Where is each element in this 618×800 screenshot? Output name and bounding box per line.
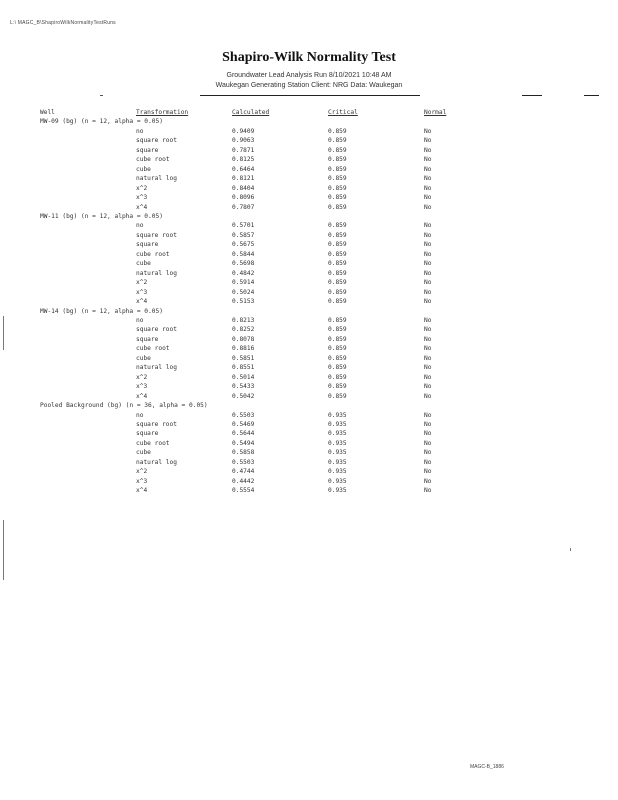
well-cell xyxy=(40,335,136,344)
critical-cell: 0.935 xyxy=(328,487,347,495)
table-row xyxy=(40,136,446,145)
normal-cell: No xyxy=(424,316,432,324)
well-cell xyxy=(40,240,136,249)
transformation-cell: cube xyxy=(136,449,151,457)
transformation-cell: x^2 xyxy=(136,373,148,381)
normal-cell: No xyxy=(424,345,432,353)
header-rule xyxy=(200,95,420,96)
well-cell xyxy=(40,354,136,363)
well-cell xyxy=(40,127,136,136)
normal-cell: No xyxy=(424,231,432,239)
table-row xyxy=(40,363,446,372)
table-row xyxy=(40,240,446,249)
calculated-cell: 0.5675 xyxy=(232,241,255,249)
well-cell xyxy=(40,373,136,382)
header-rule-left xyxy=(100,95,103,96)
header-rule-right-2 xyxy=(584,95,599,96)
calculated-cell: 0.8816 xyxy=(232,345,255,353)
normal-cell: No xyxy=(424,373,432,381)
calculated-cell: 0.4744 xyxy=(232,468,255,476)
transformation-cell: square xyxy=(136,430,159,438)
transformation-cell: x^3 xyxy=(136,477,148,485)
transformation-cell: cube root xyxy=(136,439,170,447)
well-cell xyxy=(40,467,136,476)
table-row xyxy=(40,221,446,230)
calculated-cell: 0.5858 xyxy=(232,449,255,457)
critical-cell: 0.859 xyxy=(328,184,347,192)
normal-cell: No xyxy=(424,241,432,249)
calculated-cell: 0.9409 xyxy=(232,127,255,135)
critical-cell: 0.859 xyxy=(328,269,347,277)
well-cell xyxy=(40,155,136,164)
transformation-cell: cube xyxy=(136,165,151,173)
document-title: Shapiro-Wilk Normality Test xyxy=(222,50,396,65)
calculated-cell: 0.5042 xyxy=(232,392,255,400)
table-row xyxy=(40,354,446,363)
normal-cell: No xyxy=(424,260,432,268)
calculated-cell: 0.8252 xyxy=(232,326,255,334)
well-cell xyxy=(40,392,136,401)
well-cell xyxy=(40,382,136,391)
critical-cell: 0.859 xyxy=(328,156,347,164)
calculated-cell: 0.5433 xyxy=(232,383,255,391)
group-row xyxy=(40,307,446,316)
transformation-cell: square root xyxy=(136,231,177,239)
normal-cell: No xyxy=(424,430,432,438)
transformation-cell: square xyxy=(136,335,159,343)
normal-cell: No xyxy=(424,326,432,334)
table-row xyxy=(40,146,446,155)
transformation-cell: square root xyxy=(136,137,177,145)
group-row xyxy=(40,212,446,221)
critical-cell: 0.935 xyxy=(328,439,347,447)
critical-cell: 0.859 xyxy=(328,335,347,343)
well-cell xyxy=(40,231,136,240)
group-row xyxy=(40,401,446,410)
document-subtitle-site: Waukegan Generating Station Client: NRG Data: Waukegan xyxy=(215,82,403,89)
table-row xyxy=(40,325,446,334)
calculated-cell: 0.5851 xyxy=(232,354,255,362)
transformation-cell: x^4 xyxy=(136,203,148,211)
normal-cell: No xyxy=(424,383,432,391)
table-row xyxy=(40,184,446,193)
critical-cell: 0.935 xyxy=(328,458,347,466)
calculated-cell: 0.5024 xyxy=(232,288,255,296)
well-cell xyxy=(40,165,136,174)
normal-cell: No xyxy=(424,449,432,457)
normal-cell: No xyxy=(424,335,432,343)
document-subtitle-run: Groundwater Lead Analysis Run 8/10/2021 10:48 AM xyxy=(226,72,392,79)
normal-cell: No xyxy=(424,165,432,173)
table-row xyxy=(40,250,446,259)
normal-cell: No xyxy=(424,458,432,466)
header-transformation: Transformation xyxy=(136,109,189,116)
critical-cell: 0.859 xyxy=(328,260,347,268)
well-group-label: MW-14 (bg) (n = 12, alpha = 0.05) xyxy=(40,307,163,315)
normal-cell: No xyxy=(424,288,432,296)
table-row xyxy=(40,231,446,240)
calculated-cell: 0.8551 xyxy=(232,364,255,372)
table-row xyxy=(40,174,446,183)
critical-cell: 0.859 xyxy=(328,345,347,353)
group-row xyxy=(40,117,446,126)
normal-cell: No xyxy=(424,269,432,277)
table-row xyxy=(40,439,446,448)
calculated-cell: 0.8125 xyxy=(232,156,255,164)
normal-cell: No xyxy=(424,279,432,287)
table-row xyxy=(40,203,446,212)
normal-cell: No xyxy=(424,364,432,372)
calculated-cell: 0.7871 xyxy=(232,146,255,154)
well-cell xyxy=(40,363,136,372)
well-group-label: MW-09 (bg) (n = 12, alpha = 0.05) xyxy=(40,118,163,126)
normal-cell: No xyxy=(424,203,432,211)
normal-cell: No xyxy=(424,439,432,447)
critical-cell: 0.859 xyxy=(328,231,347,239)
table-row xyxy=(40,458,446,467)
transformation-cell: x^3 xyxy=(136,383,148,391)
header-rule-right-1 xyxy=(522,95,542,96)
table-row xyxy=(40,477,446,486)
critical-cell: 0.859 xyxy=(328,298,347,306)
well-cell xyxy=(40,193,136,202)
calculated-cell: 0.7807 xyxy=(232,203,255,211)
document-header-path: L:\ MAGC_B\ShapiroWilkNormalityTestRuns xyxy=(10,20,116,26)
calculated-cell: 0.9063 xyxy=(232,137,255,145)
transformation-cell: square xyxy=(136,241,159,249)
normal-cell: No xyxy=(424,156,432,164)
transformation-cell: natural log xyxy=(136,269,177,277)
critical-cell: 0.935 xyxy=(328,420,347,428)
well-cell xyxy=(40,325,136,334)
table-row xyxy=(40,429,446,438)
normality-results-table xyxy=(40,108,446,496)
normal-cell: No xyxy=(424,487,432,495)
critical-cell: 0.859 xyxy=(328,137,347,145)
well-cell xyxy=(40,250,136,259)
transformation-cell: natural log xyxy=(136,175,177,183)
well-cell xyxy=(40,316,136,325)
table-row xyxy=(40,448,446,457)
table-row xyxy=(40,127,446,136)
well-cell xyxy=(40,136,136,145)
table-body xyxy=(40,117,446,495)
calculated-cell: 0.4442 xyxy=(232,477,255,485)
normal-cell: No xyxy=(424,184,432,192)
calculated-cell: 0.8404 xyxy=(232,184,255,192)
normal-cell: No xyxy=(424,146,432,154)
critical-cell: 0.859 xyxy=(328,326,347,334)
header-critical: Critical xyxy=(328,109,358,116)
well-cell xyxy=(40,203,136,212)
table-row xyxy=(40,467,446,476)
table-row xyxy=(40,344,446,353)
transformation-cell: square root xyxy=(136,420,177,428)
normal-cell: No xyxy=(424,250,432,258)
calculated-cell: 0.5914 xyxy=(232,279,255,287)
transformation-cell: x^2 xyxy=(136,468,148,476)
critical-cell: 0.935 xyxy=(328,449,347,457)
well-cell xyxy=(40,439,136,448)
critical-cell: 0.935 xyxy=(328,477,347,485)
critical-cell: 0.859 xyxy=(328,392,347,400)
calculated-cell: 0.8078 xyxy=(232,335,255,343)
table-row xyxy=(40,411,446,420)
transformation-cell: no xyxy=(136,316,144,324)
well-cell xyxy=(40,458,136,467)
table-row xyxy=(40,373,446,382)
critical-cell: 0.859 xyxy=(328,383,347,391)
transformation-cell: square xyxy=(136,146,159,154)
well-cell xyxy=(40,477,136,486)
transformation-cell: no xyxy=(136,411,144,419)
table-row xyxy=(40,269,446,278)
transformation-cell: x^2 xyxy=(136,279,148,287)
critical-cell: 0.859 xyxy=(328,373,347,381)
calculated-cell: 0.5554 xyxy=(232,487,255,495)
transformation-cell: no xyxy=(136,222,144,230)
table-row xyxy=(40,297,446,306)
table-row xyxy=(40,288,446,297)
calculated-cell: 0.5701 xyxy=(232,222,255,230)
well-cell xyxy=(40,259,136,268)
critical-cell: 0.859 xyxy=(328,222,347,230)
transformation-cell: x^4 xyxy=(136,298,148,306)
calculated-cell: 0.6464 xyxy=(232,165,255,173)
normal-cell: No xyxy=(424,392,432,400)
calculated-cell: 0.5469 xyxy=(232,420,255,428)
normal-cell: No xyxy=(424,477,432,485)
calculated-cell: 0.5503 xyxy=(232,458,255,466)
table-row xyxy=(40,392,446,401)
calculated-cell: 0.4842 xyxy=(232,269,255,277)
calculated-cell: 0.8121 xyxy=(232,175,255,183)
transformation-cell: cube xyxy=(136,354,151,362)
transformation-cell: cube root xyxy=(136,250,170,258)
normal-cell: No xyxy=(424,420,432,428)
transformation-cell: cube root xyxy=(136,156,170,164)
table-header xyxy=(40,108,446,117)
well-cell xyxy=(40,411,136,420)
well-cell xyxy=(40,486,136,495)
well-cell xyxy=(40,278,136,287)
critical-cell: 0.859 xyxy=(328,279,347,287)
table-row xyxy=(40,382,446,391)
well-group-label: Pooled Background (bg) (n = 36, alpha = 0.05) xyxy=(40,402,208,410)
critical-cell: 0.859 xyxy=(328,165,347,173)
well-cell xyxy=(40,184,136,193)
critical-cell: 0.859 xyxy=(328,354,347,362)
well-cell xyxy=(40,420,136,429)
calculated-cell: 0.5644 xyxy=(232,430,255,438)
header-normal: Normal xyxy=(424,109,447,116)
critical-cell: 0.859 xyxy=(328,146,347,154)
critical-cell: 0.859 xyxy=(328,241,347,249)
calculated-cell: 0.5503 xyxy=(232,411,255,419)
normal-cell: No xyxy=(424,468,432,476)
table-row xyxy=(40,278,446,287)
document-footer-code: MAGC-B_1886 xyxy=(470,764,504,770)
well-cell xyxy=(40,344,136,353)
table-row xyxy=(40,335,446,344)
transformation-cell: x^3 xyxy=(136,288,148,296)
calculated-cell: 0.8096 xyxy=(232,194,255,202)
table-header-row xyxy=(40,108,446,117)
critical-cell: 0.935 xyxy=(328,468,347,476)
critical-cell: 0.859 xyxy=(328,288,347,296)
normal-cell: No xyxy=(424,194,432,202)
well-cell xyxy=(40,448,136,457)
transformation-cell: cube root xyxy=(136,345,170,353)
calculated-cell: 0.5153 xyxy=(232,298,255,306)
well-cell xyxy=(40,429,136,438)
well-cell xyxy=(40,174,136,183)
table-row xyxy=(40,193,446,202)
well-cell xyxy=(40,288,136,297)
well-cell xyxy=(40,221,136,230)
table-row xyxy=(40,165,446,174)
transformation-cell: x^3 xyxy=(136,194,148,202)
calculated-cell: 0.5494 xyxy=(232,439,255,447)
transformation-cell: natural log xyxy=(136,458,177,466)
critical-cell: 0.859 xyxy=(328,316,347,324)
table-row xyxy=(40,316,446,325)
scan-edge-mark xyxy=(3,520,4,580)
normal-cell: No xyxy=(424,222,432,230)
well-group-label: MW-11 (bg) (n = 12, alpha = 0.05) xyxy=(40,212,163,220)
table-row xyxy=(40,420,446,429)
critical-cell: 0.859 xyxy=(328,203,347,211)
transformation-cell: cube xyxy=(136,260,151,268)
calculated-cell: 0.5844 xyxy=(232,250,255,258)
transformation-cell: x^2 xyxy=(136,184,148,192)
transformation-cell: x^4 xyxy=(136,487,148,495)
critical-cell: 0.859 xyxy=(328,175,347,183)
table-row xyxy=(40,259,446,268)
calculated-cell: 0.5698 xyxy=(232,260,255,268)
transformation-cell: natural log xyxy=(136,364,177,372)
normal-cell: No xyxy=(424,354,432,362)
calculated-cell: 0.5857 xyxy=(232,231,255,239)
critical-cell: 0.859 xyxy=(328,127,347,135)
normal-cell: No xyxy=(424,127,432,135)
normal-cell: No xyxy=(424,175,432,183)
header-calculated: Calculated xyxy=(232,109,270,116)
normal-cell: No xyxy=(424,298,432,306)
critical-cell: 0.935 xyxy=(328,430,347,438)
critical-cell: 0.859 xyxy=(328,194,347,202)
normal-cell: No xyxy=(424,411,432,419)
critical-cell: 0.859 xyxy=(328,250,347,258)
well-cell xyxy=(40,146,136,155)
calculated-cell: 0.5014 xyxy=(232,373,255,381)
transformation-cell: square root xyxy=(136,326,177,334)
well-cell xyxy=(40,269,136,278)
critical-cell: 0.859 xyxy=(328,364,347,372)
transformation-cell: no xyxy=(136,127,144,135)
critical-cell: 0.935 xyxy=(328,411,347,419)
calculated-cell: 0.8213 xyxy=(232,316,255,324)
scan-edge-mark xyxy=(3,316,4,350)
scan-edge-mark xyxy=(570,548,571,551)
table-row xyxy=(40,486,446,495)
normal-cell: No xyxy=(424,137,432,145)
table-row xyxy=(40,155,446,164)
well-cell xyxy=(40,297,136,306)
transformation-cell: x^4 xyxy=(136,392,148,400)
header-well: Well xyxy=(40,109,55,116)
